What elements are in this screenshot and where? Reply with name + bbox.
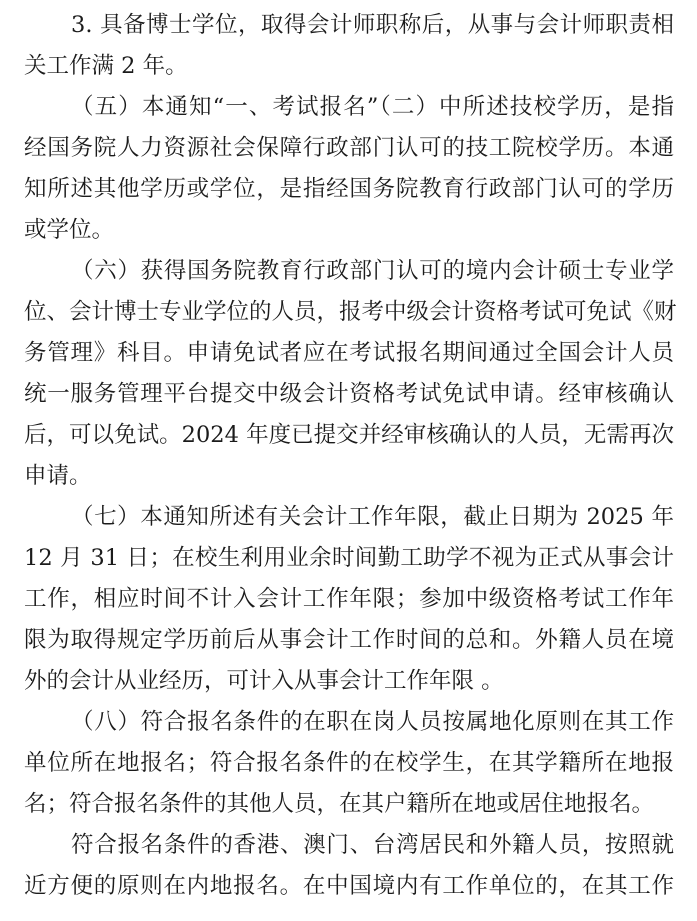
text-line-10: 统一服务管理平台提交中级会计资格考试免试申请。经审核确认 bbox=[24, 381, 674, 407]
text-line-7: （六）获得国务院教育行政部门认可的境内会计硕士专业学 bbox=[71, 258, 674, 284]
text-line-9: 务管理》科目。申请免试者应在考试报名期间通过全国会计人员 bbox=[24, 340, 674, 366]
text-line-12: 申请。 bbox=[24, 463, 92, 489]
text-line-16: 限为取得规定学历前后从事会计工作时间的总和。外籍人员在境 bbox=[24, 627, 674, 653]
text-line-15: 工作，相应时间不计入会计工作年限；参加中级资格考试工作年 bbox=[24, 586, 674, 612]
text-line-11: 后，可以免试。2024 年度已提交并经审核确认的人员，无需再次 bbox=[24, 422, 674, 448]
text-line-13: （七）本通知所述有关会计工作年限，截止日期为 2025 年 bbox=[71, 504, 674, 530]
text-line-17: 外的会计从业经历，可计入从事会计工作年限 。 bbox=[24, 668, 504, 694]
text-line-8: 位、会计博士专业学位的人员，报考中级会计资格考试可免试《财 bbox=[24, 299, 677, 325]
text-line-18: （八）符合报名条件的在职在岗人员按属地化原则在其工作 bbox=[71, 709, 674, 735]
text-line-21: 符合报名条件的香港、澳门、台湾居民和外籍人员，按照就 bbox=[71, 832, 674, 858]
text-line-20: 名；符合报名条件的其他人员，在其户籍所在地或居住地报名。 bbox=[24, 791, 655, 817]
text-line-5: 知所述其他学历或学位，是指经国务院教育行政部门认可的学历 bbox=[24, 176, 674, 202]
text-line-14: 12 月 31 日；在校生利用业余时间勤工助学不视为正式从事会计 bbox=[24, 545, 674, 571]
text-line-19: 单位所在地报名；符合报名条件的在校学生，在其学籍所在地报 bbox=[24, 750, 674, 776]
text-line-3: （五）本通知“一、考试报名”（二）中所述技校学历，是指 bbox=[71, 94, 674, 120]
text-line-22: 近方便的原则在内地报名。在中国境内有工作单位的，在其工作 bbox=[24, 873, 674, 899]
text-line-6: 或学位。 bbox=[24, 217, 115, 243]
text-line-2: 关工作满 2 年。 bbox=[24, 53, 188, 79]
text-line-4: 经国务院人力资源社会保障行政部门认可的技工院校学历。本通 bbox=[24, 135, 674, 161]
text-line-1: 3. 具备博士学位，取得会计师职称后，从事与会计师职责相 bbox=[71, 12, 674, 38]
